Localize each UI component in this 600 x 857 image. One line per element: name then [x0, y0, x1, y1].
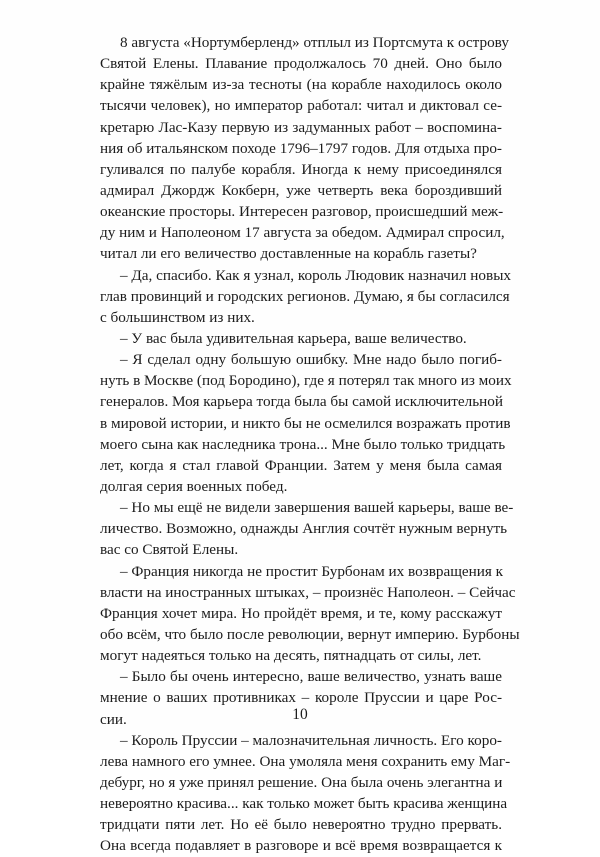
text-line: крайне тяжёлым из-за тесноты (на корабле находилось около	[100, 76, 502, 94]
text-line: океанские просторы. Интересен разговор, происшедший меж-	[100, 203, 504, 221]
text-line: – Но мы ещё не видели завершения вашей карьеры, ваше ве-	[120, 499, 514, 517]
text-line: читал ли его величество доставленные на корабль газеты?	[100, 245, 477, 263]
text-line: – Да, спасибо. Как я узнал, король Людовик назначил новых	[120, 266, 511, 284]
text-line: кретарю Лас-Казу первую из задуманных работ – воспомина-	[100, 118, 502, 136]
text-line: генералов. Моя карьера тогда была бы самой исключительной	[100, 393, 503, 411]
text-line: адмирал Джордж Кокберн, уже четверть века бороздивший	[100, 181, 502, 199]
text-line: гуливался по палубе корабля. Иногда к нему присоединялся	[100, 160, 502, 178]
text-line: с большинством из них.	[100, 308, 255, 326]
text-line: – Король Пруссии – малозначительная личность. Его коро-	[120, 731, 502, 749]
text-line: моего сына как наследника трона... Мне было только тридцать	[100, 435, 506, 453]
text-line: Она всегда подавляет в разговоре и всё время возвращается к	[100, 837, 502, 855]
text-line: могут надеяться только на десять, пятнадцать от силы, лет.	[100, 647, 482, 665]
text-line: дебург, но я уже принял решение. Она была очень элегантна и	[100, 773, 503, 791]
text-line: вас со Святой Елены.	[100, 541, 239, 559]
text-line: долгая серия военных побед.	[100, 477, 288, 495]
text-line: власти на иностранных штыках, – произнёс Наполеон. – Сейчас	[100, 583, 516, 601]
text-line: глав провинций и городских регионов. Думаю, я бы согласился	[100, 287, 510, 305]
text-line: – У вас была удивительная карьера, ваше величество.	[120, 329, 467, 347]
text-line: в мировой истории, и никто бы не осмелился возражать против	[100, 414, 511, 432]
text-line: – Я сделал одну большую ошибку. Мне надо было погиб-	[120, 351, 502, 369]
page-number: 10	[292, 706, 308, 723]
text-line: сии.	[100, 710, 127, 728]
text-line: – Было бы очень интересно, ваше величество, узнать ваше	[120, 668, 502, 686]
text-line: тридцати пяти лет. Но её было невероятно трудно прервать.	[100, 816, 502, 834]
text-line: – Франция никогда не простит Бурбонам их возвращения к	[120, 562, 504, 580]
text-line: обо всём, что было после революции, вернут империю. Бурбоны	[100, 625, 520, 643]
text-line: ду ним и Наполеоном 17 августа за обедом. Адмирал спросил,	[100, 224, 505, 242]
text-line: лет, когда я стал главой Франции. Затем у меня была самая	[100, 456, 502, 474]
text-line: 8 августа «Нортумберленд» отплыл из Портсмута к острову	[120, 34, 509, 51]
text-line: нуть в Москве (под Бородино), где я потерял так много из моих	[100, 372, 512, 390]
body-text	[100, 32, 520, 856]
text-line: Святой Елены. Плавание продолжалось 70 дней. Оно было	[100, 55, 502, 73]
text-line: ния об итальянском походе 1796–1797 годов. Для отдыха про-	[100, 139, 502, 157]
text-line: невероятно красива... как только может быть красива женщина	[100, 795, 508, 813]
text-line: мнение о ваших противниках – короле Пруссии и царе Рос-	[100, 689, 502, 707]
text-line: Франция хочет мира. Но пройдёт время, и те, кому расскажут	[100, 604, 502, 622]
text-line: лева намного его умнее. Она умоляла меня сохранить ему Маг-	[100, 752, 511, 770]
text-line: личество. Возможно, однажды Англия сочтёт нужным вернуть	[100, 520, 508, 538]
text-line: тысячи человек), но император работал: читал и диктовал се-	[100, 97, 502, 115]
